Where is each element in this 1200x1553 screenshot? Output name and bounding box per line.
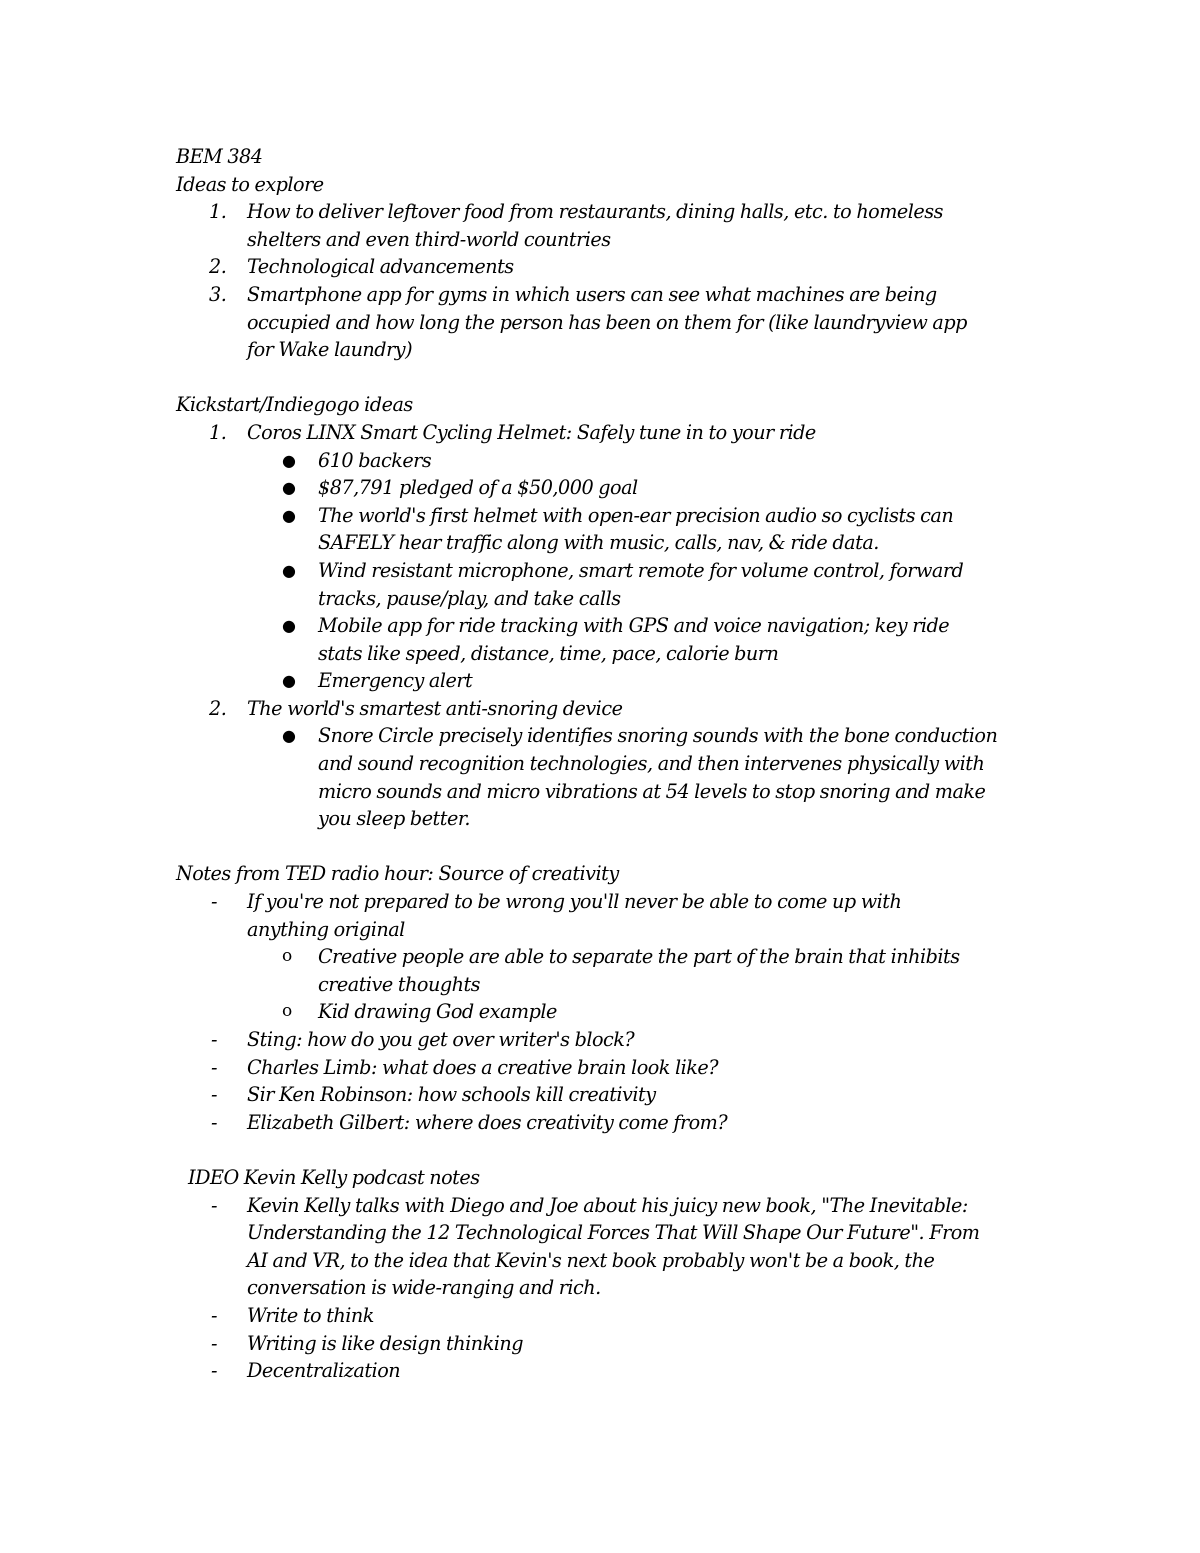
ted-item [176, 1026, 1046, 1054]
sub-item [176, 943, 1046, 998]
list-text: Understanding the 12 Technological Forces That Will Shape Our Future". From [247, 1221, 980, 1245]
kickstart-item-2 [176, 695, 1046, 723]
dash-marker: - [211, 890, 217, 914]
list-text: Sting: how do you get over writer's block? [247, 1028, 635, 1051]
bullet-icon: ● [282, 478, 296, 498]
bullet-text: tracks, pause/play, and take calls [318, 586, 621, 610]
bullet-icon: ● [282, 671, 296, 691]
bullet-text: micro sounds and micro vibrations at 54 levels to stop snoring and make [318, 779, 986, 803]
bullet-text: and sound recognition technologies, and then intervenes physically with [318, 752, 985, 776]
list-number: 2. [209, 255, 227, 279]
ideas-list [176, 198, 1046, 364]
list-number: 2. [209, 696, 227, 720]
bullet-icon: ● [282, 726, 296, 746]
list-text: Coros LINX Smart Cycling Helmet: Safely tune in to your ride [247, 420, 816, 444]
list-text: Sir Ken Robinson: how schools kill creativity [247, 1083, 656, 1107]
ideas-item-1 [176, 198, 1046, 253]
bullet-item [176, 557, 1046, 612]
course-title: BEM 384 [176, 145, 263, 168]
list-text: Smartphone app for gyms in which users can see what machines are being [247, 282, 937, 306]
list-number: 3. [209, 282, 227, 306]
dash-marker: - [211, 1028, 217, 1051]
list-text: The world's smartest anti-snoring device [247, 696, 623, 720]
ted-list [176, 888, 1046, 1136]
bullet-text: The world's first helmet with open-ear precision audio so cyclists can [318, 503, 954, 527]
ted-item [176, 1054, 1046, 1082]
kickstart-list [176, 419, 1046, 833]
bullet-icon: ● [282, 505, 296, 525]
bullet-text: SAFELY hear traffic along with music, calls, nav, & ride data. [318, 531, 879, 555]
list-text: Kevin Kelly talks with Diego and Joe about his juicy new book, "The Inevitable: [247, 1193, 968, 1217]
bullet-text: stats like speed, distance, time, pace, calorie burn [318, 641, 779, 665]
list-text: occupied and how long the person has been on them for (like laundryview app [247, 310, 967, 334]
ted-item [176, 888, 1046, 943]
list-text: If you're not prepared to be wrong you'll never be able to come up with [247, 890, 902, 914]
list-number: 1. [209, 200, 227, 224]
ideas-item-2 [176, 253, 1046, 281]
dash-marker: - [211, 1083, 217, 1107]
list-text: shelters and even third-world countries [247, 227, 611, 251]
bullet-item [176, 722, 1046, 832]
document-body [176, 143, 1046, 1385]
bullet-text: Mobile app for ride tracking with GPS and voice navigation; key ride [318, 614, 950, 638]
list-text: How to deliver leftover food from restaurants, dining halls, etc. to homeless [247, 200, 943, 224]
ted-item [176, 1109, 1046, 1137]
bullet-item [176, 667, 1046, 695]
list-text: Technological advancements [247, 255, 514, 279]
bullet-item [176, 502, 1046, 557]
spacer [176, 833, 1046, 861]
spacer [176, 1136, 1046, 1164]
dash-marker: - [211, 1303, 217, 1327]
kickstart-heading: Kickstart/Indiegogo ideas [176, 393, 413, 417]
dash-marker: - [211, 1359, 217, 1383]
list-number: 1. [209, 420, 227, 444]
circle-bullet-icon: o [282, 1001, 292, 1022]
circle-bullet-icon: o [282, 946, 292, 967]
bullet-text: Snore Circle precisely identifies snoring sounds with the bone conduction [318, 724, 998, 748]
list-text: for Wake laundry) [247, 338, 413, 362]
bullet-icon: ● [282, 560, 296, 580]
spacer [176, 364, 1046, 392]
sub-text: creative thoughts [318, 972, 481, 996]
ideo-item [176, 1302, 1046, 1330]
list-text: Elizabeth Gilbert: where does creativity come from? [247, 1110, 728, 1134]
list-text: Writing is like design thinking [247, 1331, 524, 1355]
ideo-list [176, 1192, 1046, 1385]
dash-marker: - [211, 1055, 217, 1079]
bullet-text: Emergency alert [318, 669, 473, 693]
ideo-item [176, 1192, 1046, 1302]
dash-marker: - [211, 1331, 217, 1355]
list-text: Charles Limb: what does a creative brain look like? [247, 1055, 719, 1079]
bullet-text: $87,791 pledged of a $50,000 goal [318, 476, 638, 500]
bullet-text: 610 backers [318, 448, 432, 472]
ted-heading: Notes from TED radio hour: Source of creativity [176, 862, 619, 886]
bullet-text: you sleep better. [318, 807, 470, 831]
kickstart-item-1 [176, 419, 1046, 447]
ideo-item [176, 1357, 1046, 1385]
bullet-text: Wind resistant microphone, smart remote for volume control, forward [318, 558, 964, 582]
ideo-heading: IDEO Kevin Kelly podcast notes [188, 1165, 480, 1189]
bullet-item [176, 474, 1046, 502]
ideas-heading: Ideas to explore [176, 172, 324, 196]
list-text: conversation is wide-ranging and rich. [247, 1276, 601, 1300]
bullet-icon: ● [282, 450, 296, 470]
ideas-item-3 [176, 281, 1046, 364]
list-text: Decentralization [247, 1359, 401, 1383]
bullet-item [176, 612, 1046, 667]
dash-marker: - [211, 1193, 217, 1217]
sub-item [176, 998, 1046, 1026]
bullet-icon: ● [282, 616, 296, 636]
list-text: AI and VR, to the idea that Kevin's next book probably won't be a book, the [247, 1248, 935, 1272]
list-text: anything original [247, 917, 405, 941]
ted-item [176, 1081, 1046, 1109]
dash-marker: - [211, 1110, 217, 1134]
sub-text: Kid drawing God example [318, 1000, 557, 1024]
ideo-item [176, 1330, 1046, 1358]
sub-text: Creative people are able to separate the part of the brain that inhibits [318, 945, 960, 969]
bullet-item [176, 447, 1046, 475]
list-text: Write to think [247, 1303, 374, 1327]
